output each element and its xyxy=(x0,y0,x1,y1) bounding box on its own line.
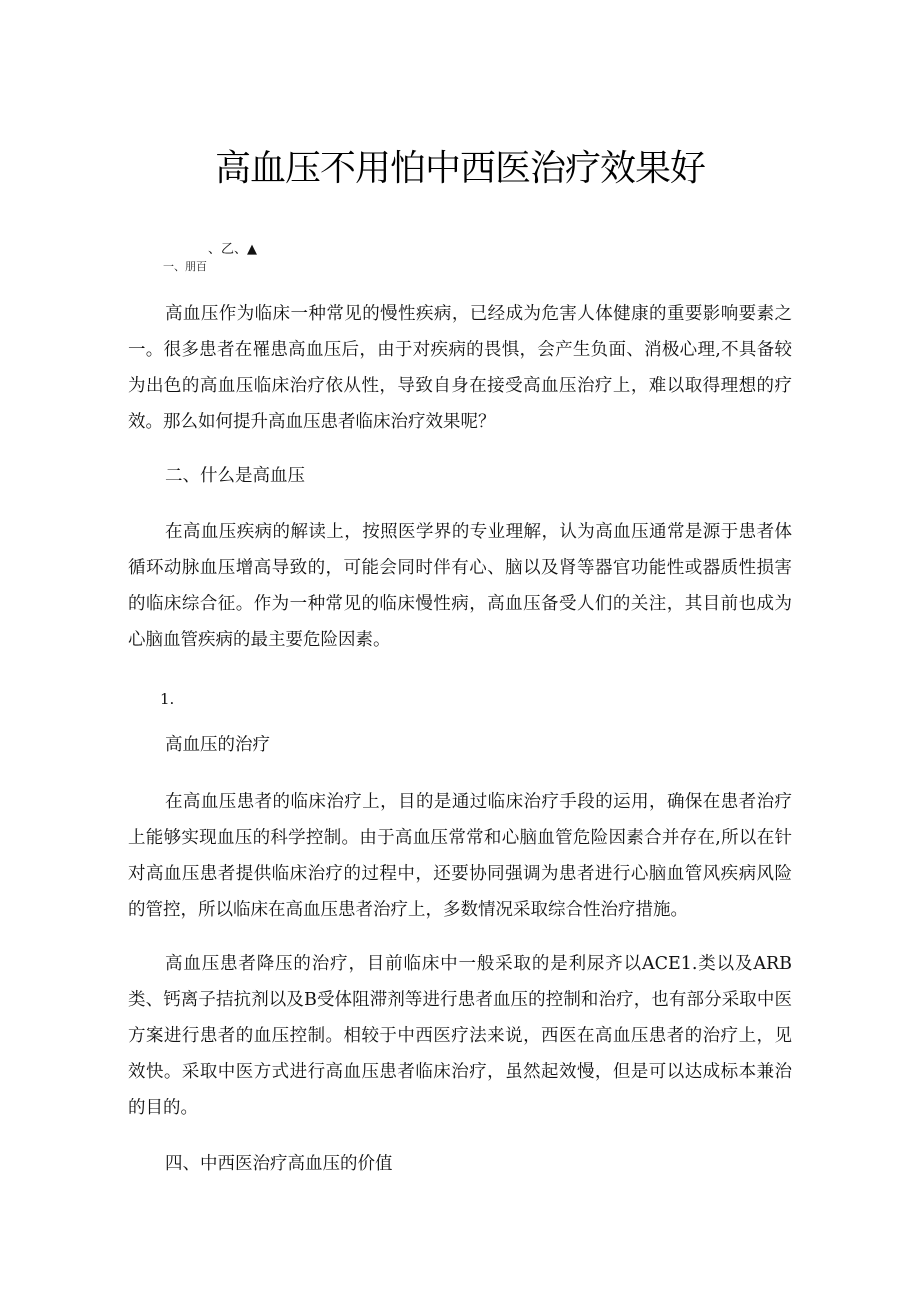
section-marker-garbled: 、乙、▲ xyxy=(208,242,257,257)
section-heading-treatment: 高血压的治疗 xyxy=(165,735,270,755)
section-heading-what-is-hypertension: 二、什么是高血压 xyxy=(165,466,305,486)
paragraph-definition: 在高血压疾病的解读上，按照医学界的专业理解，认为高血压通常是源于患者体循环动脉血压增高导致的，可能会同时伴有心、脑以及肾等器官功能性或器质性损害的临床综合征。作为一种常见的临床慢性病，高血压备受人们的关注，其目前也成为心脑血管疾病的最主要危险因素。 xyxy=(128,522,792,650)
paragraph-treatment-goals: 在高血压患者的临床治疗上，目的是通过临床治疗手段的运用，确保在患者治疗上能够实现血压的科学控制。由于高血压常常和心脑血管危险因素合并存在,所以在针对高血压患者提供临床治疗的过程中，还要协同强调为患者进行心脑血管风疾病风险的管控，所以临床在高血压患者治疗上，多数情况采取综合性治疗措施。 xyxy=(128,792,792,920)
document-title: 高血压不用怕中西医治疗效果好 xyxy=(214,148,705,189)
list-number: 1. xyxy=(160,690,175,708)
section-heading-value: 四、中西医治疗高血压的价值 xyxy=(165,1154,393,1174)
section-heading-garbled: 一、朋百 xyxy=(163,260,207,273)
paragraph-treatment-methods: 高血压患者降压的治疗，目前临床中一般采取的是利尿齐以ACE1.类以及ARB类、钙离子拮抗剂以及B受体阻滞剂等进行患者血压的控制和治疗，也有部分采取中医方案进行患者的血压控制。相较于中西医疗法来说，西医在高血压患者的治疗上，见效快。采取中医方式进行高血压患者临床治疗，虽然起效慢，但是可以达成标本兼治的目的。 xyxy=(128,954,792,1118)
paragraph-intro: 高血压作为临床一种常见的慢性疾病，已经成为危害人体健康的重要影响要素之一。很多患者在罹患高血压后，由于对疾病的畏惧，会产生负面、消极心理,不具备较为出色的高血压临床治疗依从性，导致自身在接受高血压治疗上，难以取得理想的疗效。那么如何提升高血压患者临床治疗效果呢？ xyxy=(128,304,792,432)
